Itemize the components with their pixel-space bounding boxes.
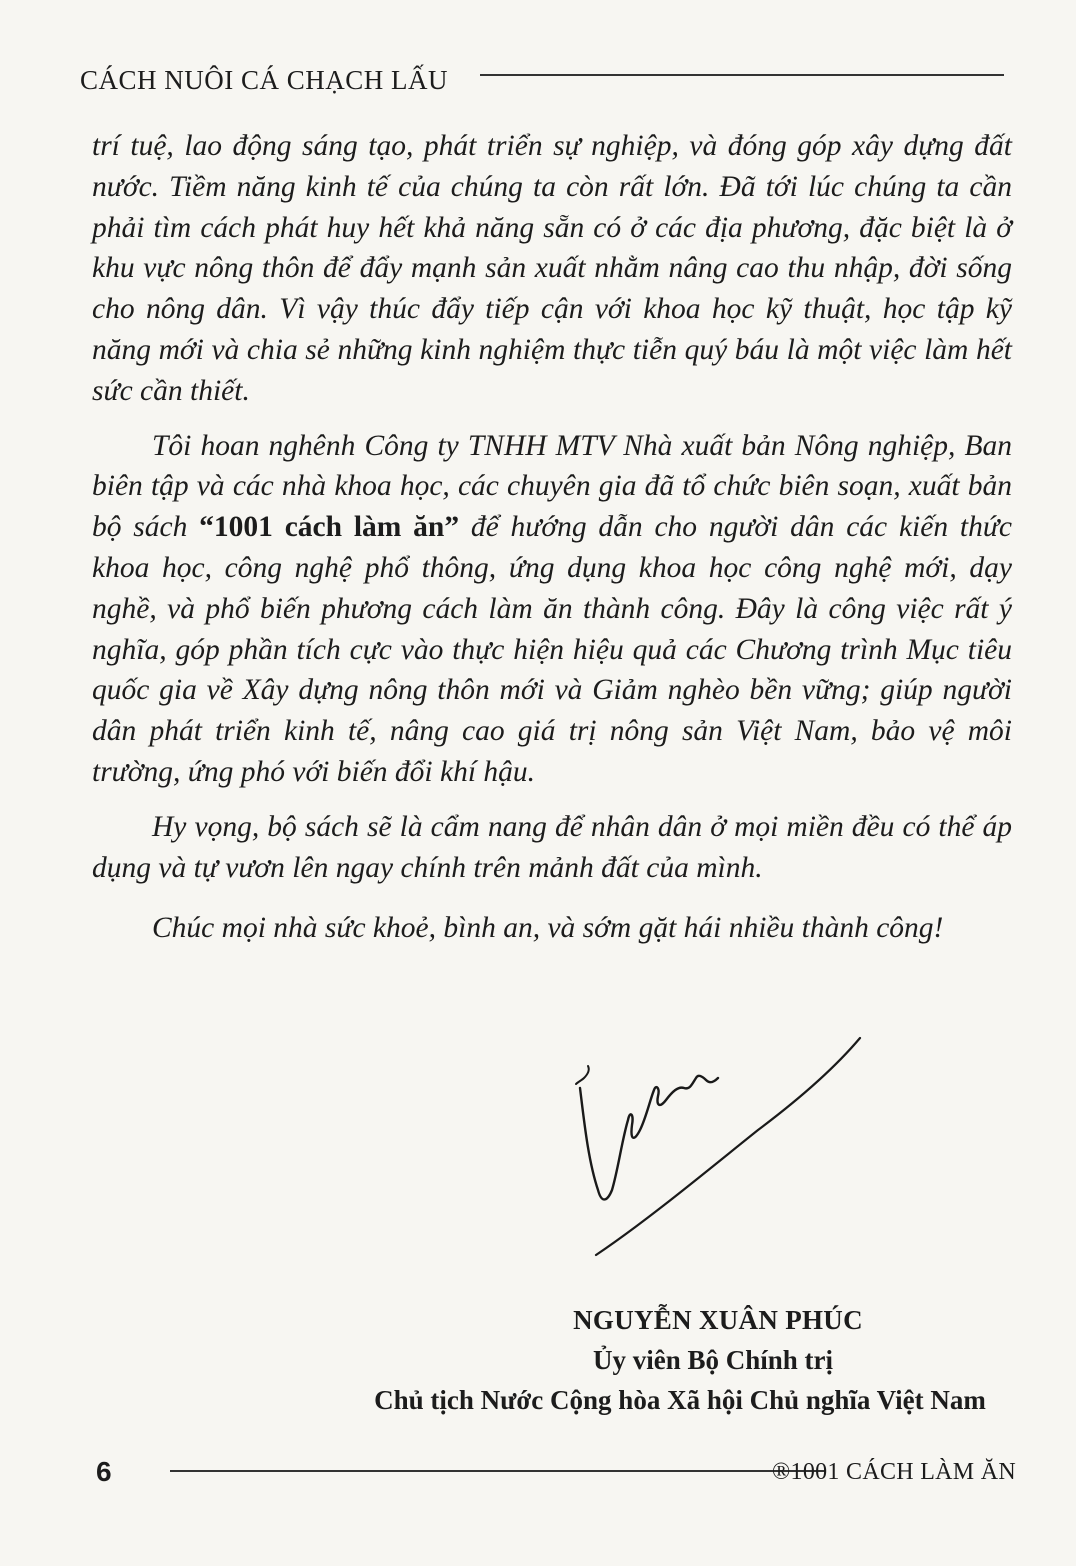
signature-stroke-main [580,1076,718,1200]
handwritten-signature [568,1030,878,1270]
running-header-title: CÁCH NUÔI CÁ CHẠCH LẤU [80,65,449,95]
running-header [80,62,1004,102]
closing-wish: Chúc mọi nhà sức khoẻ, bình an, và sớm gặt hái nhiều thành công! [152,912,944,945]
paragraph-2-text-before: Tôi hoan nghênh Công ty TNHH MTV Nhà xuất bản Nông nghiệp, Ban biên tập và các nhà khoa học, các chuyên gia đã tổ chức biên soạn, xuất bản bộ sách [92,429,1012,544]
series-name-emphasis: “1001 cách làm ăn” [199,511,460,544]
page-number: 6 [96,1456,112,1487]
signature-stroke-flourish [596,1038,860,1255]
page-footer [96,1452,1016,1492]
paragraph-2-text-after: để hướng dẫn cho người dân các kiến thức khoa học, công nghệ phổ thông, ứng dụng khoa học công nghệ mới, dạy nghề, và phổ biến phương cách làm ăn thành công. Đây là công việc rất ý nghĩa, góp phần tích cực vào thực hiện hiệu quả các Chương trình Mục tiêu quốc gia về Xây dựng nông thôn mới và Giảm nghèo bền vững; giúp người dân phát triển kinh tế, nâng cao giá trị nông sản Việt Nam, bảo vệ môi trường, ứng phó với biến đổi khí hậu. [92,511,1013,788]
signatory-office: Chủ tịch Nước Cộng hòa Xã hội Chủ nghĩa Việt Nam [374,1385,986,1415]
signatory-role: Ủy viên Bộ Chính trị [592,1345,834,1375]
paragraph-3: Hy vọng, bộ sách sẽ là cẩm nang để nhân dân ở mọi miền đều có thể áp dụng và tự vươn lên ngay chính trên mảnh đất của mình. [92,810,1012,884]
signature-stroke-hook [576,1066,589,1084]
footer-rule [170,1470,826,1472]
body-text [92,126,1012,949]
header-rule [480,74,1004,76]
series-title: ®1001 CÁCH LÀM ĂN [771,1459,1016,1485]
paragraph-2 [92,426,1012,793]
signatory-block [246,1300,1006,1420]
signatory-name: NGUYỄN XUÂN PHÚC [573,1305,863,1335]
paragraph-1: trí tuệ, lao động sáng tạo, phát triển sự nghiệp, và đóng góp xây dựng đất nước. Tiềm năng kinh tế của chúng ta còn rất lớn. Đã tới lúc chúng ta cần phải tìm cách phát huy hết khả năng sẵn có ở các địa phương, đặc biệt là ở khu vực nông thôn để đẩy mạnh sản xuất nhằm nâng cao thu nhập, đời sống cho nông dân. Vì vậy thúc đẩy tiếp cận với khoa học kỹ thuật, học tập kỹ năng mới và chia sẻ những kinh nghiệm thực tiễn quý báu là một việc làm hết sức cần thiết. [92,130,1012,407]
